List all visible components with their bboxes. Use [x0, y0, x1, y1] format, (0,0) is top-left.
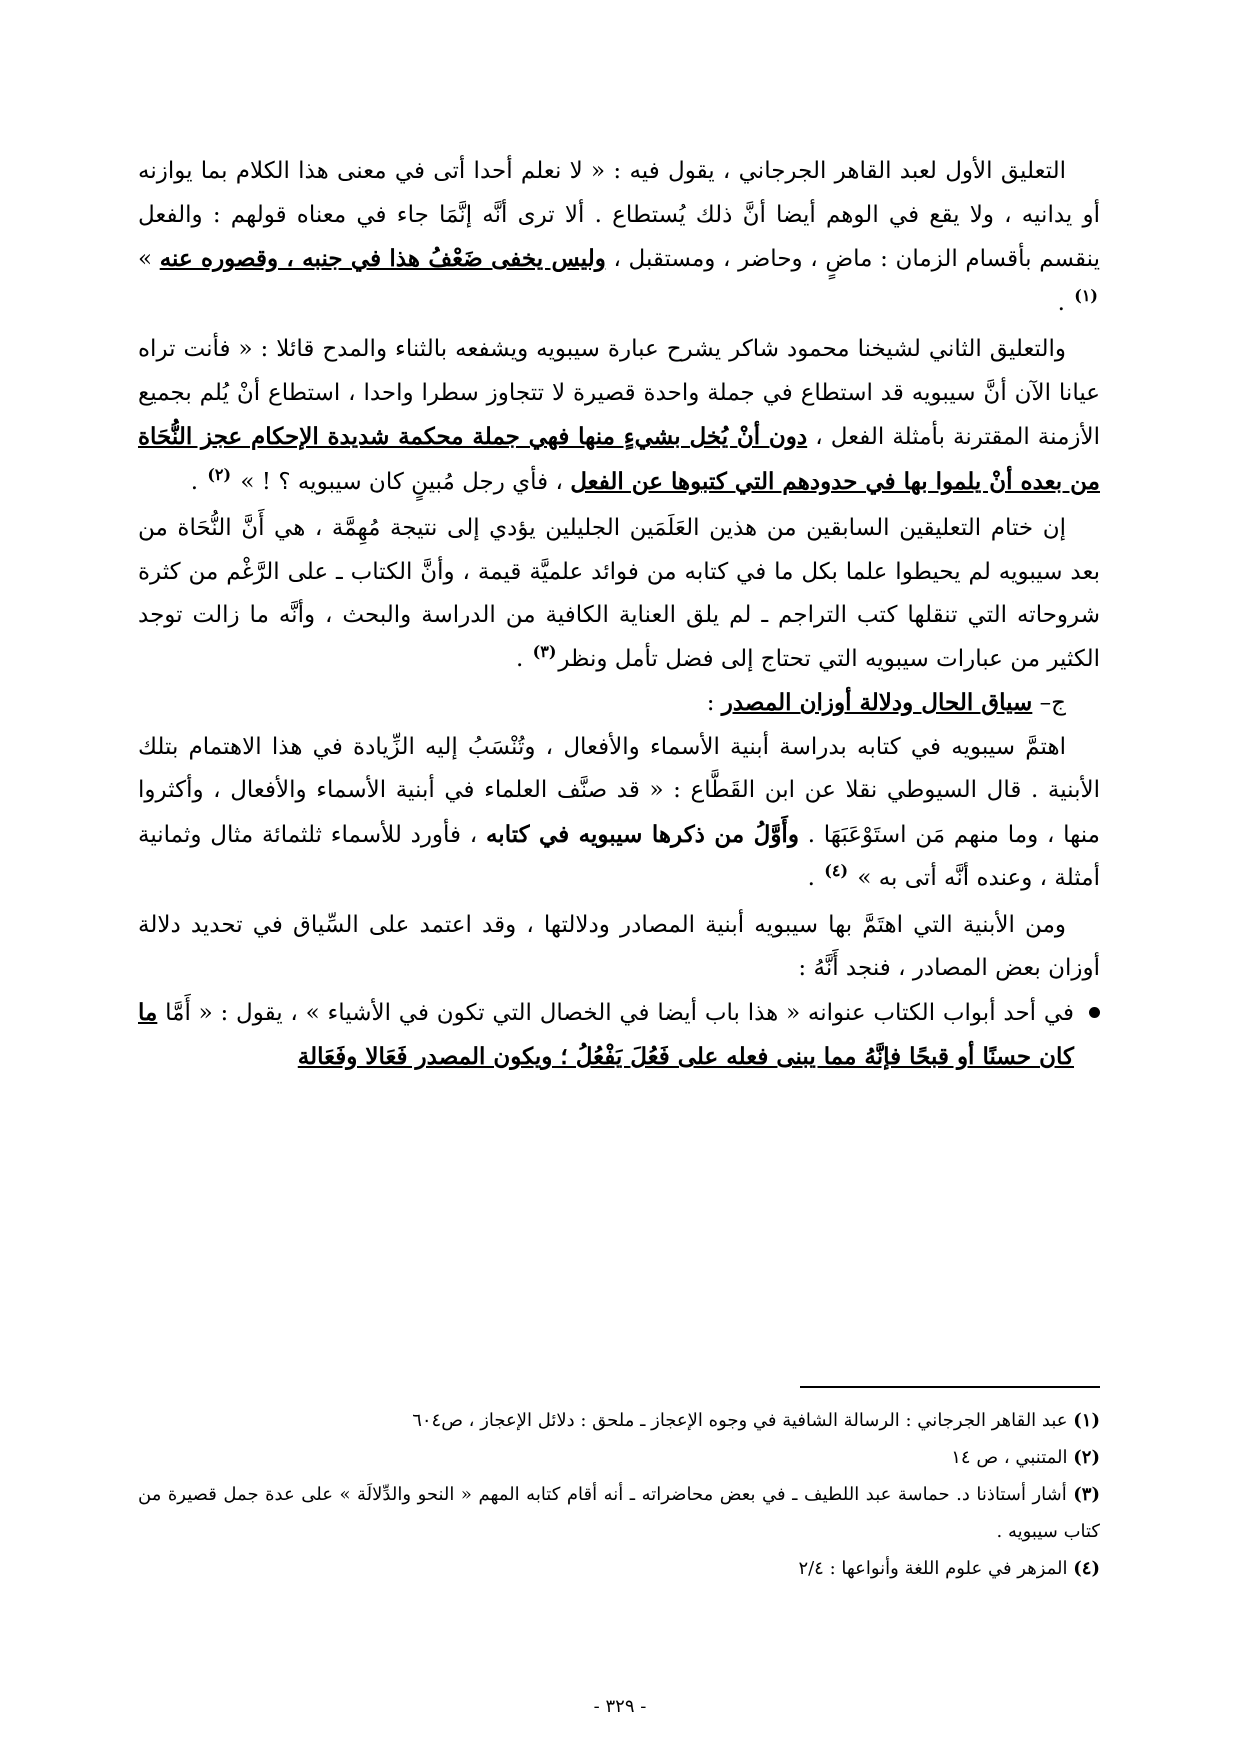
section-heading-text: سياق الحال ودلالة أوزان المصدر	[721, 689, 1033, 716]
footnote-2-text: المتنبي ، ص ١٤	[951, 1447, 1074, 1468]
bullet-item-text: في أحد أبواب الكتاب عنوانه « هذا باب أيضا في الخصال التي تكون في الأشياء » ، يقول : « أَمَّا	[157, 999, 1074, 1026]
paragraph-3-text: إن ختام التعليقين السابقين من هذين العَلَمَين الجليلين يؤدي إلى نتيجة مُهِمَّة ، هي أَنَّ النُّحَاة من بعد سيبويه لم يحيطوا علما بكل ما في كتابه من فوائد علميَّة قيمة ، وأنَّ الكتاب ـ على الرَّغْم من كثرة شروحاته التي تنقلها كتب التراجم ـ لم يلق العناية الكافية من الدراسة والبحث ، وأنَّه ما زالت توجد الكثير من عبارات سيبويه التي تحتاج إلى فضل تأمل ونظر	[138, 515, 1100, 672]
paragraph-4-end: .	[807, 865, 823, 891]
footnote-3-number: (٣)	[1073, 1484, 1100, 1505]
footnote-1-text: عبد القاهر الجرجاني : الرسالة الشافية في وجوه الإعجاز ـ ملحق : دلائل الإعجاز ، ص٦٠٤	[412, 1410, 1074, 1431]
paragraph-3	[138, 507, 1100, 681]
footnote-2-number: (٢)	[1073, 1447, 1100, 1468]
footnote-4-number: (٤)	[1073, 1558, 1100, 1579]
paragraph-2-emphasis: دون أنْ يُخل بشيءٍ منها فهي جملة محكمة شديدة الإحكام عجز النُّحَاة من بعده أنْ يلموا بها في حدودهم التي كتبوها عن الفعل	[138, 423, 1100, 495]
paragraph-4-text: اهتمَّ سيبويه في كتابه بدراسة أبنية الأسماء والأفعال ، وتُنْسَبُ إليه الزِّيادة في هذا الاهتمام بتلك الأبنية . قال السيوطي نقلا عن ابن القَطَّاع : « قد صنَّف العلماء في أبنية الأسماء والأفعال ، وأكثروا منها ، وما منهم مَن استَوْعَبَهَا .	[138, 733, 1100, 848]
paragraph-3-end: .	[516, 645, 531, 672]
section-heading	[138, 681, 1100, 726]
footnote-1	[138, 1402, 1100, 1439]
paragraph-1-text: التعليق الأول لعبد القاهر الجرجاني ، يقول فيه : « لا نعلم أحدا أتى في معنى هذا الكلام بما يوازنه أو يدانيه ، ولا يقع في الوهم أيضا أنَّ ذلك يُستطاع . ألا ترى أنَّه إنَّمَا جاء في معناه قولهم : والفعل ينقسم بأقسام الزمان : ماضٍ ، وحاضر ، ومستقبل ،	[138, 158, 1100, 272]
paragraph-1-end: .	[1057, 289, 1073, 316]
footnote-2	[138, 1439, 1100, 1476]
paragraph-2	[138, 328, 1100, 504]
paragraph-1	[138, 150, 1100, 325]
footnote-ref-2: (٢)	[207, 464, 232, 484]
section-heading-colon: :	[706, 690, 722, 716]
body-text	[138, 150, 1100, 1080]
footnote-4	[138, 1550, 1100, 1587]
footnote-3-text: أشار أستاذنا د. حماسة عبد اللطيف ـ في بعض محاضراته ـ أنه أقام كتابه المهم « النحو والدِّلالَة » على عدة جمل قصيرة من كتاب سيبويه .	[138, 1484, 1100, 1542]
footnote-ref-4: (٤)	[824, 861, 849, 881]
paragraph-4-text-tail: ، فأورد للأسماء ثلثمائة مثال وثمانية أمثلة ، وعنده أنَّه أتى به »	[138, 821, 1100, 891]
paragraph-5-text: ومن الأبنية التي اهتَمَّ بها سيبويه أبنية المصادر ودلالتها ، وقد اعتمد على السِّياق في تحديد دلالة أوزان بعض المصادر ، فنجد أَنَّهُ :	[138, 911, 1100, 981]
footnotes	[138, 1402, 1100, 1587]
footnote-ref-1: (١)	[1074, 285, 1098, 305]
section-heading-letter: ج–	[1032, 690, 1066, 716]
page-number: - ٣٢٩ -	[593, 1696, 647, 1717]
footnote-separator	[800, 1386, 1100, 1388]
paragraph-4-emphasis: وأَوَّلُ من ذكرها سيبويه في كتابه	[485, 820, 799, 848]
bullet-dot-icon	[1089, 1007, 1100, 1018]
footnote-3	[138, 1476, 1100, 1550]
bullet-list-item	[138, 991, 1100, 1080]
paragraph-1-emphasis: وليس يخفى ضَعْفُ هذا في جنبه ، وقصوره عنه	[159, 245, 606, 272]
paragraph-4	[138, 726, 1100, 901]
footnote-4-text: المزهر في علوم اللغة وأنواعها : ٢/٤	[798, 1558, 1074, 1579]
paragraph-1-quote-close: »	[138, 246, 160, 272]
bullet-item-emphasis: ما كان حسنًا أو قبحًا فإنَّهُ مما يبنى فعله على فَعُلَ يَفْعُلُ ؛ ويكون المصدر فَعَالا وفَعَالة	[138, 998, 1074, 1070]
paragraph-2-text-tail: ، فأي رجل مُبينٍ كان سيبويه ؟ ! »	[233, 468, 571, 495]
paragraph-2-end: .	[190, 468, 206, 495]
footnote-1-number: (١)	[1073, 1410, 1100, 1431]
footnote-ref-3: (٣)	[532, 641, 557, 661]
paragraph-2-text: والتعليق الثاني لشيخنا محمود شاكر يشرح عبارة سيبويه ويشفعه بالثناء والمدح قائلا : « فأنت تراه عيانا الآن أنَّ سيبويه قد استطاع في جملة واحدة قصيرة لا تتجاوز سطرا واحدا ، استطاع أنْ يُلم بجميع الأزمنة المقترنة بأمثلة الفعل ،	[138, 336, 1101, 450]
paragraph-5	[138, 904, 1100, 991]
